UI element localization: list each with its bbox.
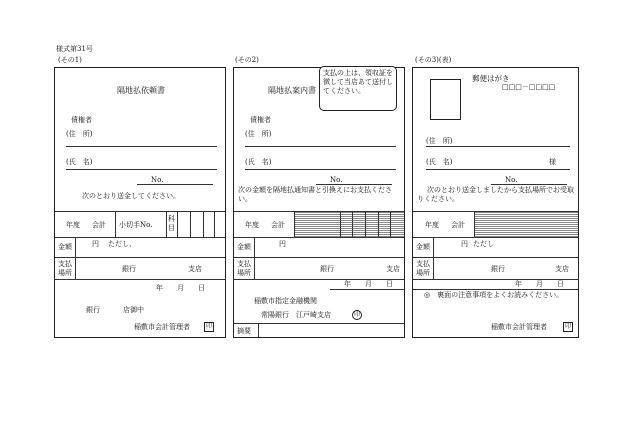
panel1-label: (その1) bbox=[58, 56, 82, 64]
panel2-amount-label: 金額 bbox=[237, 243, 251, 251]
panel1-divider bbox=[177, 211, 178, 237]
panel1-form bbox=[54, 67, 226, 338]
panel3-notice: ◎ 裏面の注意事項をよくお読みください。 bbox=[424, 291, 564, 299]
panel3-divider bbox=[474, 211, 475, 237]
panel2-date: 年 月 日 bbox=[344, 280, 393, 288]
panel1-number-line bbox=[137, 184, 213, 185]
panel1-branch-manager: 店御中 bbox=[123, 306, 144, 314]
panel3-payment-place-top: 支払 bbox=[416, 260, 430, 268]
panel1-divider bbox=[75, 257, 76, 279]
panel2-note: 支払の上は、領収証を徴して当店あて送付してください。 bbox=[323, 69, 393, 95]
panel1-account: 会計 bbox=[92, 221, 106, 229]
panel2-title: 隔地払案内書 bbox=[268, 86, 316, 95]
panel2-yen: 円 bbox=[279, 240, 286, 248]
panel2-date-line bbox=[330, 289, 404, 290]
panel2-divider bbox=[254, 257, 255, 279]
panel1-bank: 銀行 bbox=[122, 265, 136, 273]
panel1-divider bbox=[203, 211, 204, 237]
panel2-row-line bbox=[234, 323, 404, 324]
panel3-honorific: 様 bbox=[549, 158, 556, 166]
panel1-yen: 円 bbox=[92, 240, 99, 248]
panel3-proviso: ただし bbox=[473, 240, 494, 248]
panel3-row-line bbox=[413, 237, 578, 238]
panel2-name-line bbox=[245, 169, 396, 170]
panel1-item-top: 科 bbox=[168, 215, 175, 223]
panel3-date-line bbox=[413, 289, 578, 290]
panel1-divider bbox=[190, 211, 191, 237]
panel3-form bbox=[412, 67, 579, 338]
panel3-label: (その3)(表) bbox=[415, 56, 452, 64]
panel3-request: 次のとおり送金しましたから支払場所でお受取りください。 bbox=[417, 186, 574, 203]
panel3-treasurer: 稲敷市会計管理者 bbox=[491, 323, 547, 331]
panel2-divider bbox=[258, 323, 259, 337]
panel2-divider bbox=[294, 211, 295, 237]
panel2-bank: 銀行 bbox=[320, 265, 334, 273]
panel3-payment-place-bottom: 場所 bbox=[416, 269, 430, 277]
panel2-divider bbox=[378, 211, 379, 237]
panel3-postal-code: □□□－□□□□ bbox=[502, 83, 556, 91]
form-number: 様式第31号 bbox=[56, 45, 93, 53]
panel2-request: 次の金額を隔地払通知書と引換えにお支払ください。 bbox=[238, 186, 392, 203]
panel1-creditor: 債権者 bbox=[71, 116, 92, 124]
panel1-date: 年 月 日 bbox=[156, 284, 205, 292]
panel1-payment-place-bottom: 場所 bbox=[58, 269, 72, 277]
panel3-hatched-cells bbox=[474, 212, 578, 237]
panel1-address-label: (住 所) bbox=[66, 130, 93, 138]
panel2-divider bbox=[365, 211, 366, 237]
panel1-divider bbox=[214, 211, 215, 237]
panel3-fiscal-year: 年度 bbox=[425, 221, 439, 229]
panel2-address-label: (住 所) bbox=[245, 130, 272, 138]
panel2-bank-branch: 常陽銀行 江戸崎支店 bbox=[261, 311, 331, 319]
panel1-item-bottom: 目 bbox=[168, 224, 175, 232]
panel1-treasurer: 稲敷市会計管理者 bbox=[134, 323, 190, 331]
panel2-payment-place-top: 支払 bbox=[237, 260, 251, 268]
panel3-name-label: (氏 名) bbox=[426, 158, 453, 166]
panel1-divider bbox=[166, 211, 167, 237]
panel1-divider bbox=[75, 237, 76, 257]
panel3-postcard-title: 郵便はがき bbox=[472, 74, 510, 83]
panel2-number-line bbox=[316, 184, 392, 185]
panel2-number-label: No. bbox=[330, 176, 343, 184]
panel2-divider bbox=[254, 237, 255, 257]
panel1-bank-2: 銀行 bbox=[86, 306, 100, 314]
panel2-payment-place-bottom: 場所 bbox=[237, 269, 251, 277]
panel1-request: 次のとおり送金してください。 bbox=[82, 192, 180, 200]
panel3-number-label: No. bbox=[505, 176, 518, 184]
panel3-seal: 印 bbox=[564, 323, 571, 330]
stamp-box bbox=[430, 79, 461, 120]
panel2-form bbox=[233, 67, 405, 338]
panel3-address-label: (住 所) bbox=[426, 137, 453, 145]
panel2-address-line bbox=[245, 146, 396, 147]
panel3-account: 会計 bbox=[451, 221, 465, 229]
panel2-fiscal-year: 年度 bbox=[245, 221, 259, 229]
panel2-label: (その2) bbox=[235, 56, 259, 64]
panel2-branch: 支店 bbox=[386, 265, 400, 273]
panel3-number-line bbox=[491, 184, 567, 185]
panel3-yen: 円 bbox=[461, 240, 468, 248]
panel1-row-line bbox=[55, 257, 225, 258]
panel3-bank: 銀行 bbox=[491, 265, 505, 273]
panel1-name-label: (氏 名) bbox=[66, 158, 93, 166]
panel1-amount-label: 金額 bbox=[58, 243, 72, 251]
panel1-title: 隔地払依頼書 bbox=[117, 86, 165, 95]
panel2-seal: 印 bbox=[353, 311, 360, 318]
panel1-row-line bbox=[55, 279, 225, 280]
panel3-row-line bbox=[413, 257, 578, 258]
panel2-account: 会計 bbox=[271, 221, 285, 229]
panel2-row-line bbox=[234, 237, 404, 238]
panel2-summary-label: 摘要 bbox=[237, 327, 251, 335]
panel1-divider bbox=[115, 211, 116, 237]
panel2-hatched-cells bbox=[294, 212, 404, 237]
panel1-payment-place-top: 支払 bbox=[58, 260, 72, 268]
panel1-row-line bbox=[55, 211, 225, 212]
panel2-note-box bbox=[319, 66, 397, 111]
panel1-branch: 支店 bbox=[188, 265, 202, 273]
panel1-fiscal-year: 年度 bbox=[66, 221, 80, 229]
panel3-address-line bbox=[426, 146, 570, 147]
panel3-divider bbox=[433, 257, 434, 279]
panel3-name-line bbox=[426, 169, 570, 170]
panel1-address-line bbox=[66, 146, 217, 147]
panel2-creditor: 債権者 bbox=[250, 116, 271, 124]
panel1-number-label: No. bbox=[151, 176, 164, 184]
panel1-seal: 印 bbox=[205, 323, 212, 330]
panel1-proviso: ただし、 bbox=[108, 240, 136, 248]
panel2-divider bbox=[352, 211, 353, 237]
panel2-institution: 稲敷市指定金融機関 bbox=[254, 297, 317, 305]
panel1-check-number: 小切手No. bbox=[119, 221, 153, 229]
panel2-name-label: (氏 名) bbox=[245, 158, 272, 166]
panel3-divider bbox=[433, 237, 434, 257]
panel3-date: 年 月 日 bbox=[515, 280, 564, 288]
panel1-row-line bbox=[55, 237, 225, 238]
panel3-amount-label: 金額 bbox=[416, 243, 430, 251]
panel1-name-line bbox=[66, 169, 217, 170]
panel3-branch: 支店 bbox=[555, 265, 569, 273]
panel2-row-line bbox=[234, 257, 404, 258]
panel2-divider bbox=[390, 211, 391, 237]
panel2-divider bbox=[340, 211, 341, 237]
